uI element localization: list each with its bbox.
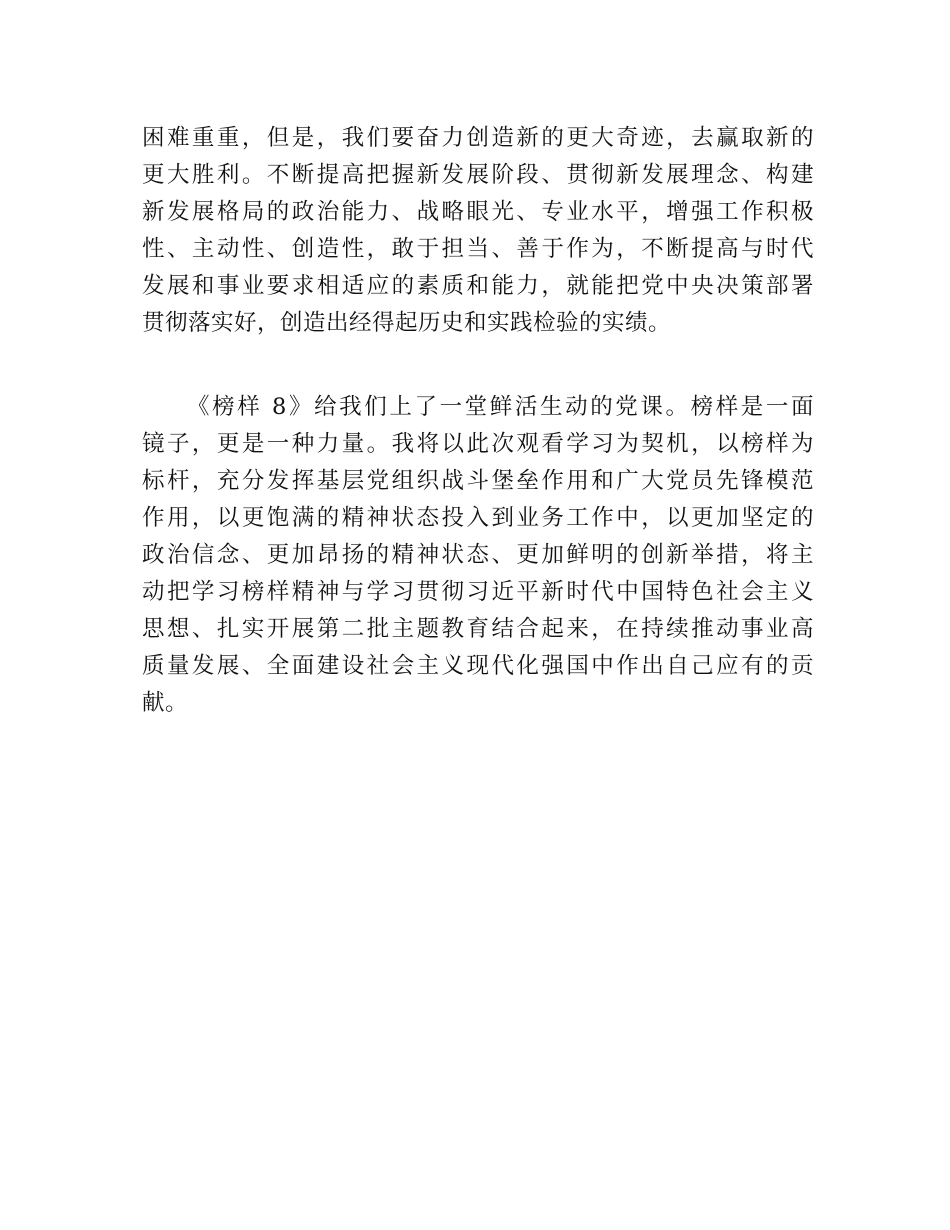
text-line: 新发展格局的政治能力、战略眼光、专业水平，增强工作积极 xyxy=(142,199,814,225)
text-line: 政治信念、更加昂扬的精神状态、更加鲜明的创新举措，将主 xyxy=(142,542,814,568)
text-line: 性、主动性、创造性，敢于担当、善于作为，不断提高与时代 xyxy=(142,236,814,262)
paragraph xyxy=(142,389,814,722)
paragraph xyxy=(142,120,814,342)
text-line: 标杆，充分发挥基层党组织战斗堡垒作用和广大党员先锋模范 xyxy=(142,468,814,494)
text-line: 思想、扎实开展第二批主题教育结合起来，在持续推动事业高 xyxy=(142,616,814,642)
text-line: 困难重重，但是，我们要奋力创造新的更大奇迹，去赢取新的 xyxy=(142,125,814,151)
text-line: 贯彻落实好，创造出经得起历史和实践检验的实绩。 xyxy=(142,310,672,336)
text-line: 献。 xyxy=(142,690,189,716)
text-line: 质量发展、全面建设社会主义现代化强国中作出自己应有的贡 xyxy=(142,653,814,679)
text-line: 作用，以更饱满的精神状态投入到业务工作中，以更加坚定的 xyxy=(142,505,814,531)
text-line: 更大胜利。不断提高把握新发展阶段、贯彻新发展理念、构建 xyxy=(142,162,814,188)
text-line: 《榜样 8》给我们上了一堂鲜活生动的党课。榜样是一面 xyxy=(187,394,814,420)
text-line: 发展和事业要求相适应的素质和能力，就能把党中央决策部署 xyxy=(142,273,814,299)
text-line: 动把学习榜样精神与学习贯彻习近平新时代中国特色社会主义 xyxy=(142,579,814,605)
text-line: 镜子，更是一种力量。我将以此次观看学习为契机，以榜样为 xyxy=(142,431,814,457)
